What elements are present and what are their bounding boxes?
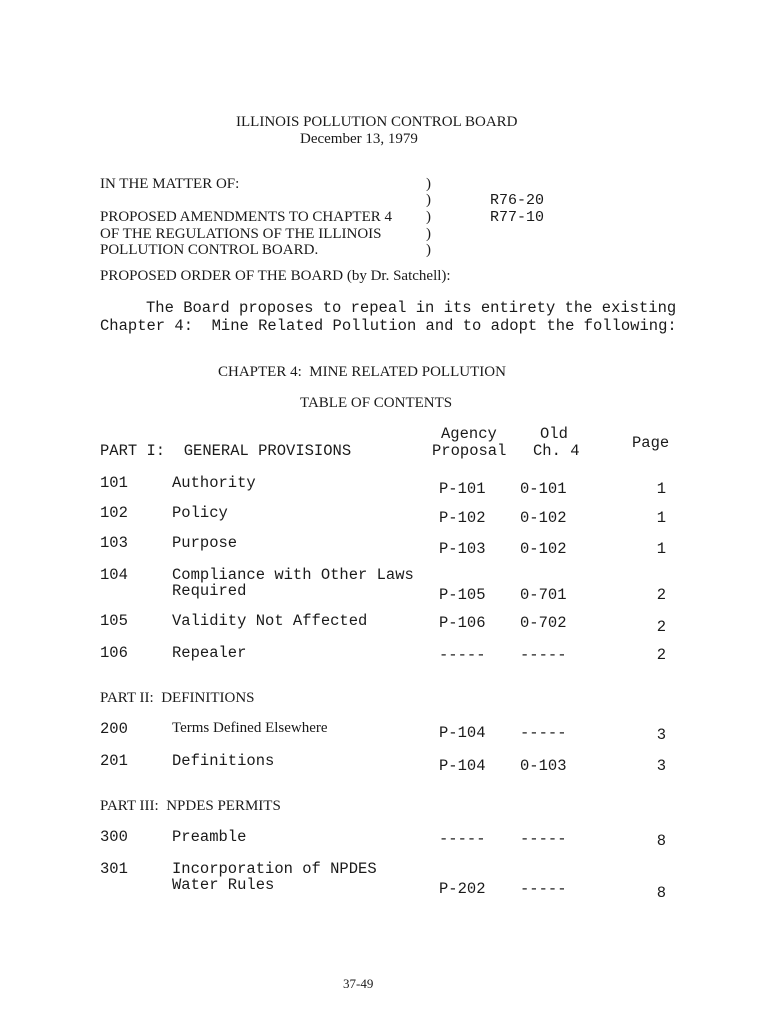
section-number: 301 [100, 860, 128, 878]
part-heading: PART II: DEFINITIONS [100, 690, 255, 706]
old-chapter-ref: ----- [520, 724, 567, 742]
page-number: 2 [656, 586, 666, 604]
agency-proposal: P-102 [439, 509, 486, 527]
agency-proposal: P-104 [439, 757, 486, 775]
caption-paren: ) [426, 209, 431, 225]
section-title-continued: Water Rules [172, 876, 275, 894]
page-number: 3 [656, 726, 666, 744]
column-header-page: Page [632, 434, 670, 452]
intro-line-2: Chapter 4: Mine Related Pollution and to adopt the following: [100, 317, 677, 335]
section-number: 201 [100, 752, 128, 770]
section-number: 103 [100, 534, 128, 552]
agency-proposal: P-106 [439, 614, 486, 632]
footer-page-number: 37-49 [343, 976, 374, 991]
section-number: 106 [100, 644, 128, 662]
part-heading: PART III: NPDES PERMITS [100, 798, 281, 814]
agency-proposal: ----- [439, 830, 486, 848]
section-number: 101 [100, 474, 128, 492]
old-chapter-ref: 0-101 [520, 480, 567, 498]
docket-number: R77-10 [490, 209, 545, 226]
chapter-title: CHAPTER 4: MINE RELATED POLLUTION [218, 364, 506, 380]
section-title: Compliance with Other Laws [172, 566, 414, 584]
caption-paren: ) [426, 226, 431, 242]
agency-proposal: ----- [439, 646, 486, 664]
page-number: 2 [656, 618, 666, 636]
old-chapter-ref: 0-701 [520, 586, 567, 604]
old-chapter-ref: 0-102 [520, 540, 567, 558]
page-number: 2 [656, 646, 666, 664]
agency-proposal: P-104 [439, 724, 486, 742]
page-number: 1 [656, 540, 666, 558]
section-title: Repealer [172, 644, 247, 662]
old-chapter-ref: ----- [520, 830, 567, 848]
page-number: 3 [656, 757, 666, 775]
caption-paren: ) [426, 192, 431, 208]
section-title: Preamble [172, 828, 247, 846]
caption-paren: ) [426, 242, 431, 258]
section-number: 104 [100, 566, 128, 584]
old-chapter-ref: 0-102 [520, 509, 567, 527]
section-title: Purpose [172, 534, 238, 552]
page-number: 1 [656, 480, 666, 498]
section-title-continued: Required [172, 582, 247, 600]
agency-proposal: P-202 [439, 880, 486, 898]
column-header-old: Old [540, 425, 568, 443]
caption-paren: ) [426, 176, 431, 192]
agency-proposal: P-101 [439, 480, 486, 498]
intro-line-1: The Board proposes to repeal in its entirety the existing [146, 299, 677, 317]
column-header-agency: Agency [441, 425, 497, 443]
column-header-old: Ch. 4 [533, 442, 580, 460]
proposed-order-heading: PROPOSED ORDER OF THE BOARD (by Dr. Satchell): [100, 268, 451, 284]
part-heading: PART I: GENERAL PROVISIONS [100, 442, 352, 460]
toc-title: TABLE OF CONTENTS [300, 395, 453, 411]
caption-line-4: OF THE REGULATIONS OF THE ILLINOIS [100, 226, 382, 242]
old-chapter-ref: ----- [520, 880, 567, 898]
caption-line-3: PROPOSED AMENDMENTS TO CHAPTER 4 [100, 209, 392, 225]
page-number: 1 [656, 509, 666, 527]
caption-line-1: IN THE MATTER OF: [100, 176, 240, 192]
section-title: Validity Not Affected [172, 612, 368, 630]
page-number: 8 [656, 884, 666, 902]
agency-proposal: P-103 [439, 540, 486, 558]
old-chapter-ref: 0-103 [520, 757, 567, 775]
column-header-agency: Proposal [432, 442, 507, 460]
section-title: Terms Defined Elsewhere [172, 720, 328, 736]
board-title: ILLINOIS POLLUTION CONTROL BOARD [236, 114, 518, 130]
section-number: 102 [100, 504, 128, 522]
page-number: 8 [656, 832, 666, 850]
section-title: Incorporation of NPDES [172, 860, 377, 878]
docket-number: R76-20 [490, 192, 545, 209]
section-number: 300 [100, 828, 128, 846]
section-title: Definitions [172, 752, 275, 770]
section-title: Authority [172, 474, 256, 492]
caption-line-5: POLLUTION CONTROL BOARD. [100, 242, 319, 258]
document-date: December 13, 1979 [300, 131, 418, 147]
old-chapter-ref: ----- [520, 646, 567, 664]
section-number: 200 [100, 720, 128, 738]
old-chapter-ref: 0-702 [520, 614, 567, 632]
section-title: Policy [172, 504, 228, 522]
section-number: 105 [100, 612, 128, 630]
agency-proposal: P-105 [439, 586, 486, 604]
